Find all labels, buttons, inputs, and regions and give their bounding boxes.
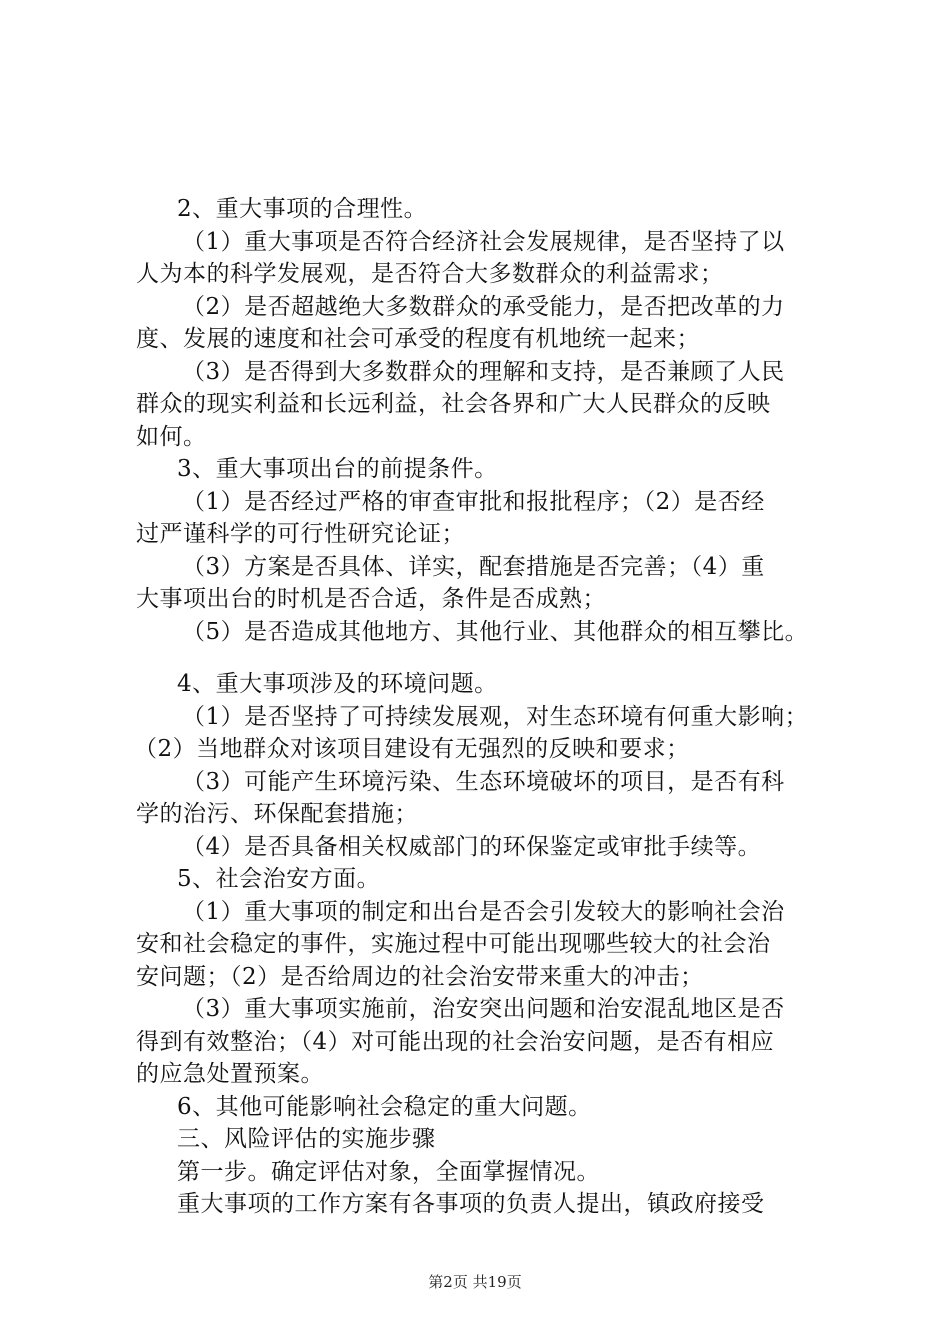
section-heading-2: 2、重大事项的合理性。	[177, 196, 428, 222]
section-heading-6: 6、其他可能影响社会稳定的重大问题。	[177, 1093, 592, 1120]
paragraph-line: 得到有效整治；（4）对可能出现的社会治安问题，是否有相应	[136, 1028, 775, 1055]
page-number-footer: 第2页 共19页	[428, 1273, 522, 1291]
chapter-heading: 三、风险评估的实施步骤	[177, 1126, 436, 1152]
paragraph-line: （1）重大事项的制定和出台是否会引发较大的影响社会治	[182, 898, 785, 925]
paragraph-line: （5）是否造成其他地方、其他行业、其他群众的相互攀比。	[182, 618, 809, 645]
paragraph-line: （2）当地群众对该项目建设有无强烈的反映和要求；	[134, 736, 690, 762]
paragraph-line: 如何。	[136, 423, 207, 450]
paragraph-line: （1）是否坚持了可持续发展观，对生态环境有何重大影响；	[182, 703, 809, 730]
document-body	[136, 193, 856, 1221]
paragraph-line: （3）重大事项实施前，治安突出问题和治安混乱地区是否	[182, 996, 785, 1022]
paragraph-line: 过严谨科学的可行性研究论证；	[136, 521, 465, 547]
paragraph-line: 大事项出台的时机是否合适，条件是否成熟；	[136, 586, 606, 612]
section-heading-5: 5、社会治安方面。	[177, 866, 381, 892]
paragraph-line: （2）是否超越绝大多数群众的承受能力，是否把改革的力	[182, 293, 785, 320]
paragraph-line: 人为本的科学发展观，是否符合大多数群众的利益需求；	[136, 261, 724, 287]
paragraph-line: （1）重大事项是否符合经济社会发展规律，是否坚持了以	[182, 228, 785, 255]
paragraph-line: 安问题；（2）是否给周边的社会治安带来重大的冲击；	[136, 963, 704, 990]
paragraph-line: 度、发展的速度和社会可承受的程度有机地统一起来；	[136, 326, 700, 352]
paragraph-line: 重大事项的工作方案有各事项的负责人提出，镇政府接受	[177, 1191, 765, 1217]
section-heading-4: 4、重大事项涉及的环境问题。	[177, 671, 498, 697]
paragraph-line: （4）是否具备相关权威部门的环保鉴定或审批手续等。	[182, 833, 762, 860]
paragraph-line: 学的治污、环保配套措施；	[136, 801, 418, 827]
paragraph-gap	[136, 648, 856, 668]
paragraph-line: （1）是否经过严格的审查审批和报批程序；（2）是否经	[182, 488, 765, 515]
step-heading: 第一步。确定评估对象，全面掌握情况。	[177, 1158, 600, 1185]
paragraph-line: 的应急处置预案。	[136, 1061, 324, 1087]
paragraph-line: 群众的现实利益和长远利益，社会各界和广大人民群众的反映	[136, 391, 771, 417]
paragraph-line: （3）可能产生环境污染、生态环境破坏的项目，是否有科	[182, 768, 785, 795]
paragraph-line: （3）方案是否具体、详实，配套措施是否完善；（4）重	[182, 553, 765, 580]
paragraph-line: （3）是否得到大多数群众的理解和支持，是否兼顾了人民	[182, 358, 785, 385]
paragraph-line: 安和社会稳定的事件，实施过程中可能出现哪些较大的社会治	[136, 931, 771, 957]
section-heading-3: 3、重大事项出台的前提条件。	[177, 456, 498, 482]
